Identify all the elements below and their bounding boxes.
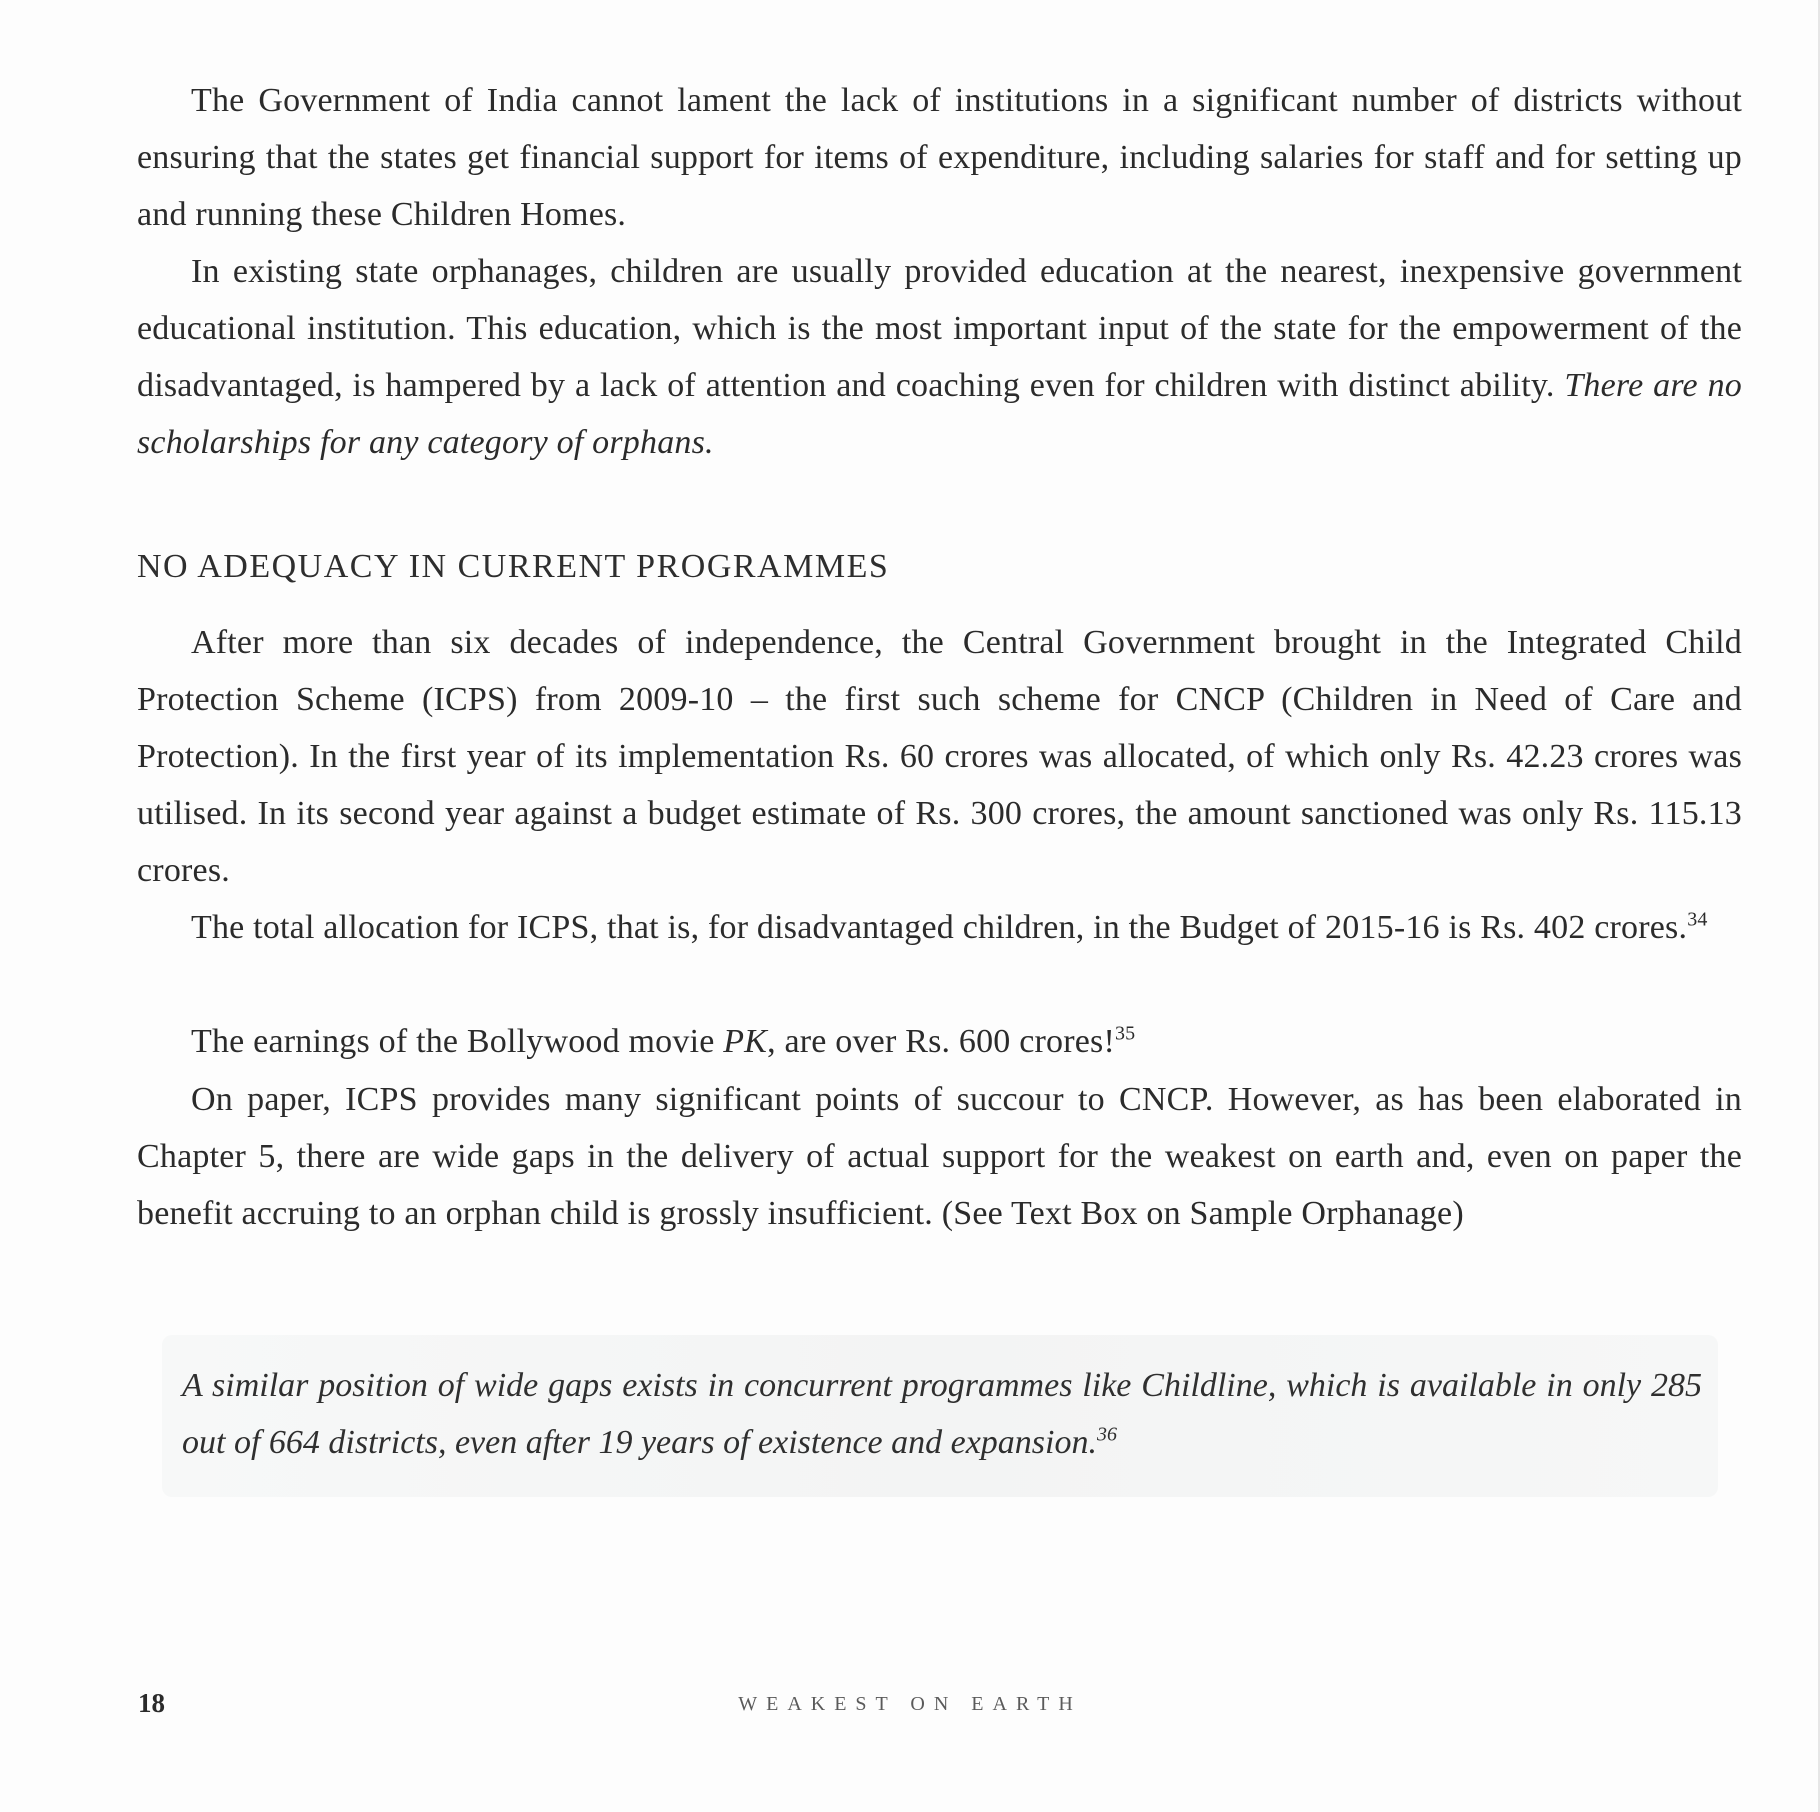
paragraph-2-text [137, 243, 1742, 471]
running-footer-title: WEAKEST ON EARTH [738, 1693, 1082, 1715]
paragraph-3-text: After more than six decades of independence, the Central Government brought in the Integrated Child Protection Scheme (ICPS) from 2009-10 – the first such scheme for CNCP (Children in Need of Care and Protection). In the first year of its implementation Rs. 60 crores was allocated, of which only Rs. 42.23 crores was utilised. In its second year against a budget estimate of Rs. 300 crores, the amount sanctioned was only Rs. 115.13 crores. [137, 624, 1742, 889]
footnote-ref-34[interactable]: 34 [1687, 908, 1708, 931]
paragraph-4-main: The total allocation for ICPS, that is, for disadvantaged children, in the Budget of 2015-16 is Rs. 402 crores. [191, 909, 1688, 946]
paragraph-4 [137, 899, 1742, 956]
paragraph-2-emphasis: There are no scholarships for any category of orphans. [137, 367, 1742, 461]
paragraph-1 [137, 72, 1742, 243]
paragraph-5-text [137, 1013, 1742, 1070]
paragraph-5-before: The earnings of the Bollywood movie [191, 1023, 724, 1060]
paragraph-3 [137, 614, 1742, 899]
footnote-ref-36[interactable]: 36 [1096, 1423, 1117, 1446]
section-heading: NO ADEQUACY IN CURRENT PROGRAMMES [137, 548, 890, 585]
paragraph-2-main: In existing state orphanages, children are usually provided education at the nearest, inexpensive government educational institution. This education, which is the most important input of the state for the empowerment of the disadvantaged, is hampered by a lack of attention and coaching even for children with distinct ability. [137, 253, 1742, 404]
callout-box [162, 1335, 1718, 1497]
movie-title: PK [723, 1023, 768, 1060]
footnote-ref-35[interactable]: 35 [1114, 1022, 1136, 1045]
paragraph-6 [137, 1071, 1742, 1242]
callout-body: A similar position of wide gaps exists in concurrent programmes like Childline, which is available in only 285 out of 664 districts, even after 19 years of existence and expansion. [182, 1367, 1702, 1461]
paragraph-5-after: , are over Rs. 600 crores! [767, 1023, 1115, 1060]
paragraph-5 [137, 1013, 1742, 1070]
callout-text [182, 1357, 1702, 1471]
paragraph-6-text: On paper, ICPS provides many significant points of succour to CNCP. However, as has been elaborated in Chapter 5, there are wide gaps in the delivery of actual support for the weakest on earth and, even on paper the benefit accruing to an orphan child is grossly insufficient. (See Text Box on Sample Orphanage) [137, 1081, 1742, 1232]
paragraph-2 [137, 243, 1742, 471]
page-number: 18 [138, 1688, 165, 1718]
paragraph-4-text [137, 899, 1742, 956]
paragraph-1-text: The Government of India cannot lament the lack of institutions in a significant number of districts without ensuring that the states get financial support for items of expenditure, including salaries for staff and for setting up and running these Children Homes. [137, 82, 1742, 233]
